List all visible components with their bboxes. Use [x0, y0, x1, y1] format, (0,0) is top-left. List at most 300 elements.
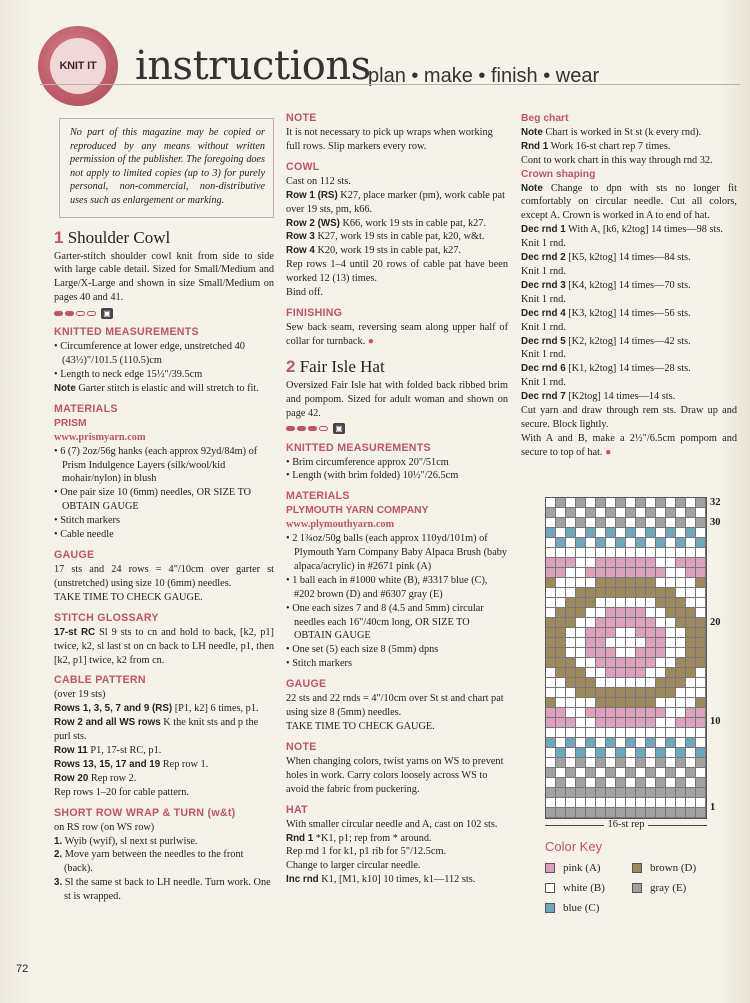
chart-cell [586, 548, 596, 558]
chart-cell [556, 728, 566, 738]
chart-cell [586, 718, 596, 728]
chart-cell [636, 628, 646, 638]
chart-cell [546, 678, 556, 688]
chart-cell [546, 728, 556, 738]
chart-cell [626, 518, 636, 528]
chart-cell [686, 628, 696, 638]
chart-cell [616, 538, 626, 548]
chart-cell [636, 638, 646, 648]
copyright-disclaimer: No part of this magazine may be copied or reproduced by any means without written permission of the publisher. The foregoing does not apply to limited copies (up to 3) for purely personal, non-commercial, non-distributive uses such as enlargement or marking. [59, 118, 274, 218]
chart-cell [686, 528, 696, 538]
chart-cell [576, 638, 586, 648]
list-item: • One pair size 10 (6mm) needles, OR SIZE TO OBTAIN GAUGE [54, 487, 252, 513]
chart-cell [646, 578, 656, 588]
chart-cell [636, 588, 646, 598]
chart-cell [686, 548, 696, 558]
chart-cell [616, 638, 626, 648]
chart-cell [606, 698, 616, 708]
chart-cell [576, 688, 586, 698]
chart-cell [636, 648, 646, 658]
chart-cell [596, 558, 606, 568]
chart-cell [626, 738, 636, 748]
chart-cell [586, 508, 596, 518]
skill-pill-filled [65, 311, 74, 316]
chart-cell [696, 508, 706, 518]
chart-cell [676, 708, 686, 718]
chart-cell [576, 708, 586, 718]
chart-cell [656, 708, 666, 718]
chart-cell [586, 578, 596, 588]
list-item: • Stitch markers [54, 515, 120, 527]
short-row-step: 1. Wyib (wyif), sl next st purlwise. [54, 835, 198, 847]
chart-cell [596, 518, 606, 528]
chart-cell [656, 518, 666, 528]
hat-rnd: Change to larger circular needle. [286, 860, 421, 872]
chart-cell [546, 508, 556, 518]
chart-cell [566, 628, 576, 638]
chart-cell [626, 608, 636, 618]
chart-cell [566, 798, 576, 808]
chart-cell [586, 628, 596, 638]
cowl-gauge-check: TAKE TIME TO CHECK GAUGE. [54, 591, 203, 603]
chart-cell [656, 788, 666, 798]
chart-cell [696, 798, 706, 808]
chart-cell [646, 808, 656, 818]
chart-cell [646, 698, 656, 708]
chart-cell [576, 678, 586, 688]
chart-cell [666, 638, 676, 648]
chart-cell [616, 798, 626, 808]
chart-cell [566, 548, 576, 558]
chart-cell [616, 618, 626, 628]
chart-cell [696, 768, 706, 778]
chart-cell [676, 778, 686, 788]
chart-cell [656, 768, 666, 778]
chart-cell [566, 538, 576, 548]
chart-cell [656, 568, 666, 578]
chart-cell [596, 718, 606, 728]
list-item: • Brim circumference approx 20"/51cm [286, 456, 449, 468]
chart-cell [666, 778, 676, 788]
color-key-item: pink (A) [545, 862, 601, 874]
chart-cell [636, 618, 646, 628]
chart-cell [586, 708, 596, 718]
chart-cell [596, 578, 606, 588]
chart-cell [686, 588, 696, 598]
chart-cell [566, 778, 576, 788]
chart-cell [666, 788, 676, 798]
end-dot-icon: ● [367, 335, 375, 347]
chart-cell [676, 538, 686, 548]
chart-cell [586, 648, 596, 658]
chart-cell [586, 638, 596, 648]
dec-rnd: Dec rnd 7 [K2tog] 14 times—14 sts. [521, 391, 676, 403]
dec-rnd: Knit 1 rnd. [521, 238, 566, 250]
chart-cell [616, 768, 626, 778]
chart-cell [646, 598, 656, 608]
chart-cell [696, 708, 706, 718]
chart-cell [626, 778, 636, 788]
chart-cell [666, 728, 676, 738]
chart-cell [686, 808, 696, 818]
page-subtitle: plan • make • finish • wear [368, 65, 600, 87]
chart-cell [636, 508, 646, 518]
chart-cell [696, 538, 706, 548]
chart-cell [616, 738, 626, 748]
cable-row: Row 20 Rep row 2. [54, 772, 137, 784]
chart-cell [666, 598, 676, 608]
chart-cell [666, 658, 676, 668]
chart-cell [596, 628, 606, 638]
chart-cell [566, 808, 576, 818]
cable-row: Rows 1, 3, 5, 7 and 9 (RS) [P1, k2] 6 times, p1. [54, 703, 259, 715]
chart-cell [566, 558, 576, 568]
chart-cell [656, 628, 666, 638]
chart-cell [676, 698, 686, 708]
cowl-heading: COWL [286, 160, 320, 173]
chart-cell [636, 758, 646, 768]
dec-rnd: Knit 1 rnd. [521, 265, 566, 277]
chart-cell [686, 798, 696, 808]
cowl-url[interactable]: www.prismyarn.com [54, 431, 146, 443]
chart-cell [686, 568, 696, 578]
hat-url[interactable]: www.plymouthyarn.com [286, 519, 395, 531]
chart-cell [556, 688, 566, 698]
chart-cell [656, 558, 666, 568]
chart-cell [546, 528, 556, 538]
chart-cell [566, 698, 576, 708]
chart-cell [546, 618, 556, 628]
chart-cell [676, 548, 686, 558]
chart-cell [696, 628, 706, 638]
skill-pill-empty [76, 311, 85, 316]
color-swatch [632, 863, 642, 873]
chart-cell [696, 558, 706, 568]
chart-cell [576, 608, 586, 618]
list-item: • One each sizes 7 and 8 (4.5 and 5mm) circular needles each 16"/40cm long, OR SIZE TO OBTAIN GAUGE [286, 602, 484, 642]
list-item: • Stitch markers [286, 658, 352, 670]
chart-cell [636, 608, 646, 618]
hat-note-heading: NOTE [286, 740, 317, 753]
chart-cell [696, 668, 706, 678]
chart-cell [556, 738, 566, 748]
chart-cell [636, 548, 646, 558]
chart-cell [576, 598, 586, 608]
chart-cell [626, 558, 636, 568]
chart-cell [586, 808, 596, 818]
cable-rep: Rep rows 1–20 for cable pattern. [54, 786, 189, 798]
chart-cell [646, 538, 656, 548]
hat-heading: HAT [286, 803, 308, 816]
list-item: • Length to neck edge 15½"/39.5cm [54, 369, 203, 380]
chart-cell [626, 658, 636, 668]
cable-row: Row 11 P1, 17-st RC, p1. [54, 745, 162, 757]
chart-cell [626, 588, 636, 598]
chart-cell [656, 528, 666, 538]
skill-pill-filled [308, 426, 317, 431]
chart-cell [586, 698, 596, 708]
chart-cell [696, 578, 706, 588]
chart-cell [596, 758, 606, 768]
chart-cell [576, 588, 586, 598]
color-key-item: blue (C) [545, 902, 599, 914]
chart-cell [576, 768, 586, 778]
chart-cell [586, 768, 596, 778]
chart-cell [656, 588, 666, 598]
dec-rnd: Dec rnd 2 [K5, k2tog] 14 times—84 sts. [521, 252, 691, 264]
chart-cell [656, 658, 666, 668]
chart-cell [546, 808, 556, 818]
chart-cell [666, 668, 676, 678]
chart-rep-label: 16-st rep [545, 819, 707, 830]
chart-cell [546, 698, 556, 708]
chart-cell [616, 598, 626, 608]
hat-rnd: Rnd 1 *K1, p1; rep from * around. [286, 832, 432, 844]
chart-cell [596, 778, 606, 788]
chart-cell [606, 608, 616, 618]
chart-cell [566, 568, 576, 578]
chart-cell [656, 618, 666, 628]
chart-cell [686, 638, 696, 648]
chart-cell [656, 748, 666, 758]
chart-cell [546, 518, 556, 528]
crown-shaping-heading: Crown shaping [521, 168, 596, 180]
chart-cell [606, 768, 616, 778]
chart-cell [666, 738, 676, 748]
chart-cell [586, 658, 596, 668]
note-text: It is not necessary to pick up wraps when working full rows. Slip markers every row. [286, 127, 493, 152]
chart-cell [696, 778, 706, 788]
chart-cell [546, 658, 556, 668]
chart-cell [686, 788, 696, 798]
chart-cell [686, 708, 696, 718]
chart-cell [626, 568, 636, 578]
short-row-intro: on RS row (on WS row) [54, 821, 155, 833]
cowl-gauge-heading: GAUGE [54, 548, 95, 561]
chart-cell [626, 748, 636, 758]
chart-cell [676, 718, 686, 728]
colorwork-chart [545, 497, 707, 819]
chart-cell [686, 688, 696, 698]
chart-cell [626, 798, 636, 808]
chart-cell [666, 808, 676, 818]
chart-cell [626, 638, 636, 648]
hat-rnd: Inc rnd K1, [M1, k10] 10 times, k1—112 sts. [286, 874, 476, 886]
short-row-heading: SHORT ROW WRAP & TURN (w&t) [54, 806, 236, 819]
chart-cell [556, 498, 566, 508]
chart-cell [696, 758, 706, 768]
chart-cell [656, 508, 666, 518]
chart-cell [576, 498, 586, 508]
chart-cell [656, 668, 666, 678]
list-item: • 2 1¾oz/50g balls (each approx 110yd/101m) of Plymouth Yarn Company Baby Alpaca Brush (baby alpaca/acrylic) in #2671 pink (A) [286, 533, 508, 572]
chart-cell [566, 518, 576, 528]
chart-cell [596, 808, 606, 818]
chart-cell [646, 668, 656, 678]
chart-cell [596, 668, 606, 678]
chart-cell [546, 688, 556, 698]
chart-cell [586, 598, 596, 608]
chart-cell [556, 778, 566, 788]
chart-cell [666, 748, 676, 758]
chart-cell [546, 628, 556, 638]
chart-cell [686, 608, 696, 618]
chart-cell [656, 648, 666, 658]
chart-cell [556, 708, 566, 718]
column-3 [521, 112, 737, 460]
chart-cell [696, 698, 706, 708]
chart-cell [676, 558, 686, 568]
chart-cell [676, 598, 686, 608]
cowl-row: Row 3 K27, work 19 sts in cable pat, k20, w&t. [286, 231, 485, 243]
chart-cell [596, 618, 606, 628]
chart-cell [646, 778, 656, 788]
chart-cell [636, 668, 646, 678]
chart-cell [656, 728, 666, 738]
chart-cell [676, 638, 686, 648]
chart-cell [696, 528, 706, 538]
chart-cell [626, 668, 636, 678]
chart-cell [636, 558, 646, 568]
chart-cell [676, 528, 686, 538]
finishing-heading: FINISHING [286, 306, 343, 319]
chart-cell [596, 608, 606, 618]
chart-cell [636, 718, 646, 728]
chart-cell [686, 718, 696, 728]
chart-cell [606, 528, 616, 538]
chart-cell [646, 758, 656, 768]
chart-cell [666, 648, 676, 658]
chart-cell [626, 548, 636, 558]
chart-cell [656, 678, 666, 688]
chart-cell [586, 728, 596, 738]
chart-cell [596, 638, 606, 648]
page-number: 72 [16, 963, 29, 975]
chart-cell [666, 688, 676, 698]
chart-cell [646, 548, 656, 558]
chart-cell [556, 628, 566, 638]
chart-cell [686, 668, 696, 678]
chart-cell [646, 568, 656, 578]
badge-label: KNIT IT [59, 60, 97, 72]
chart-cell [656, 698, 666, 708]
chart-cell [676, 788, 686, 798]
chart-cell [666, 608, 676, 618]
chart-cell [586, 518, 596, 528]
chart-cell [686, 728, 696, 738]
chart-cell [566, 618, 576, 628]
chart-cell [586, 798, 596, 808]
cowl-measurements-heading: KNITTED MEASUREMENTS [54, 326, 199, 339]
list-item: • Circumference at lower edge, unstretched 40 (43½)"/101.5 (110.5)cm [54, 341, 245, 367]
chart-cell [646, 718, 656, 728]
chart-cell [656, 798, 666, 808]
chart-cell [586, 538, 596, 548]
chart-cell [616, 628, 626, 638]
chart-cell [646, 748, 656, 758]
chart-cell [646, 618, 656, 628]
chart-cell [626, 498, 636, 508]
chart-cell [606, 568, 616, 578]
chart-cell [676, 508, 686, 518]
dec-rnd: Knit 1 rnd. [521, 321, 566, 333]
chart-cell [606, 728, 616, 738]
chart-cell [556, 588, 566, 598]
chart-cell [646, 628, 656, 638]
skill-pill-empty [319, 426, 328, 431]
chart-cell [646, 608, 656, 618]
chart-cell [596, 498, 606, 508]
chart-cell [616, 648, 626, 658]
stitch-glossary-heading: STITCH GLOSSARY [54, 611, 159, 624]
chart-cell [546, 738, 556, 748]
chart-cell [546, 708, 556, 718]
chart-cell [576, 538, 586, 548]
chart-cell [596, 548, 606, 558]
chart-cell [596, 528, 606, 538]
chart-cell [576, 798, 586, 808]
chart-cell [566, 648, 576, 658]
chart-cell [696, 748, 706, 758]
chart-cell [586, 588, 596, 598]
chart-cell [596, 748, 606, 758]
chart-cell [566, 678, 576, 688]
chart-cell [606, 748, 616, 758]
chart-cell [666, 538, 676, 548]
chart-cell [646, 728, 656, 738]
list-item: • 6 (7) 2oz/56g hanks (each approx 92yd/84m) of Prism Indulgence Layers (silk/wool/kid mohair/nylon) in blush [54, 445, 258, 485]
chart-cell [586, 528, 596, 538]
chart-cell [616, 508, 626, 518]
hat-measurements-list [286, 456, 508, 484]
chart-cell [656, 538, 666, 548]
cast-on: Cast on 112 sts. [286, 175, 351, 187]
cowl-row: Row 1 (RS) K27, place marker (pm), work cable pat over 19 sts, pm, k66. [286, 189, 505, 215]
chart-cell [556, 748, 566, 758]
chart-cell [556, 558, 566, 568]
dec-rnd: Dec rnd 3 [K4, k2tog] 14 times—70 sts. [521, 279, 691, 291]
chart-cell [636, 808, 646, 818]
chart-row-label-30: 30 [710, 517, 721, 528]
chart-cell [586, 568, 596, 578]
project-2-intro: Oversized Fair Isle hat with folded back ribbed brim and pompom. Sized for adult woman and shown on page 42. [286, 379, 508, 419]
chart-cell [556, 548, 566, 558]
chart-cell [556, 578, 566, 588]
chart-cell [616, 778, 626, 788]
chart-cell [546, 538, 556, 548]
chart-cell [576, 508, 586, 518]
header-rule [40, 84, 740, 85]
chart-cell [696, 518, 706, 528]
chart-cell [696, 648, 706, 658]
chart-cell [556, 758, 566, 768]
beg-chart-note: Note Chart is worked in St st (k every rnd). [521, 126, 702, 138]
chart-cell [696, 588, 706, 598]
chart-cell [646, 648, 656, 658]
chart-cell [586, 788, 596, 798]
chart-cell [616, 788, 626, 798]
chart-cell [556, 528, 566, 538]
cut-yarn: Cut yarn and draw through rem sts. Draw up and secure. Block lightly. [521, 405, 737, 430]
chart-cell [566, 718, 576, 728]
list-item: • Length (with brim folded) 10½"/26.5cm [286, 470, 459, 482]
chart-cell [576, 618, 586, 628]
project-1-intro: Garter-stitch shoulder cowl knit from side to side with large cable detail. Sized for Small/Medium and Large/X-Large and shown in size Small/Medium on pages 40 and 41. [54, 250, 274, 304]
chart-cell [566, 658, 576, 668]
chart-cell [676, 498, 686, 508]
chart-cell [646, 688, 656, 698]
chart-cell [556, 608, 566, 618]
